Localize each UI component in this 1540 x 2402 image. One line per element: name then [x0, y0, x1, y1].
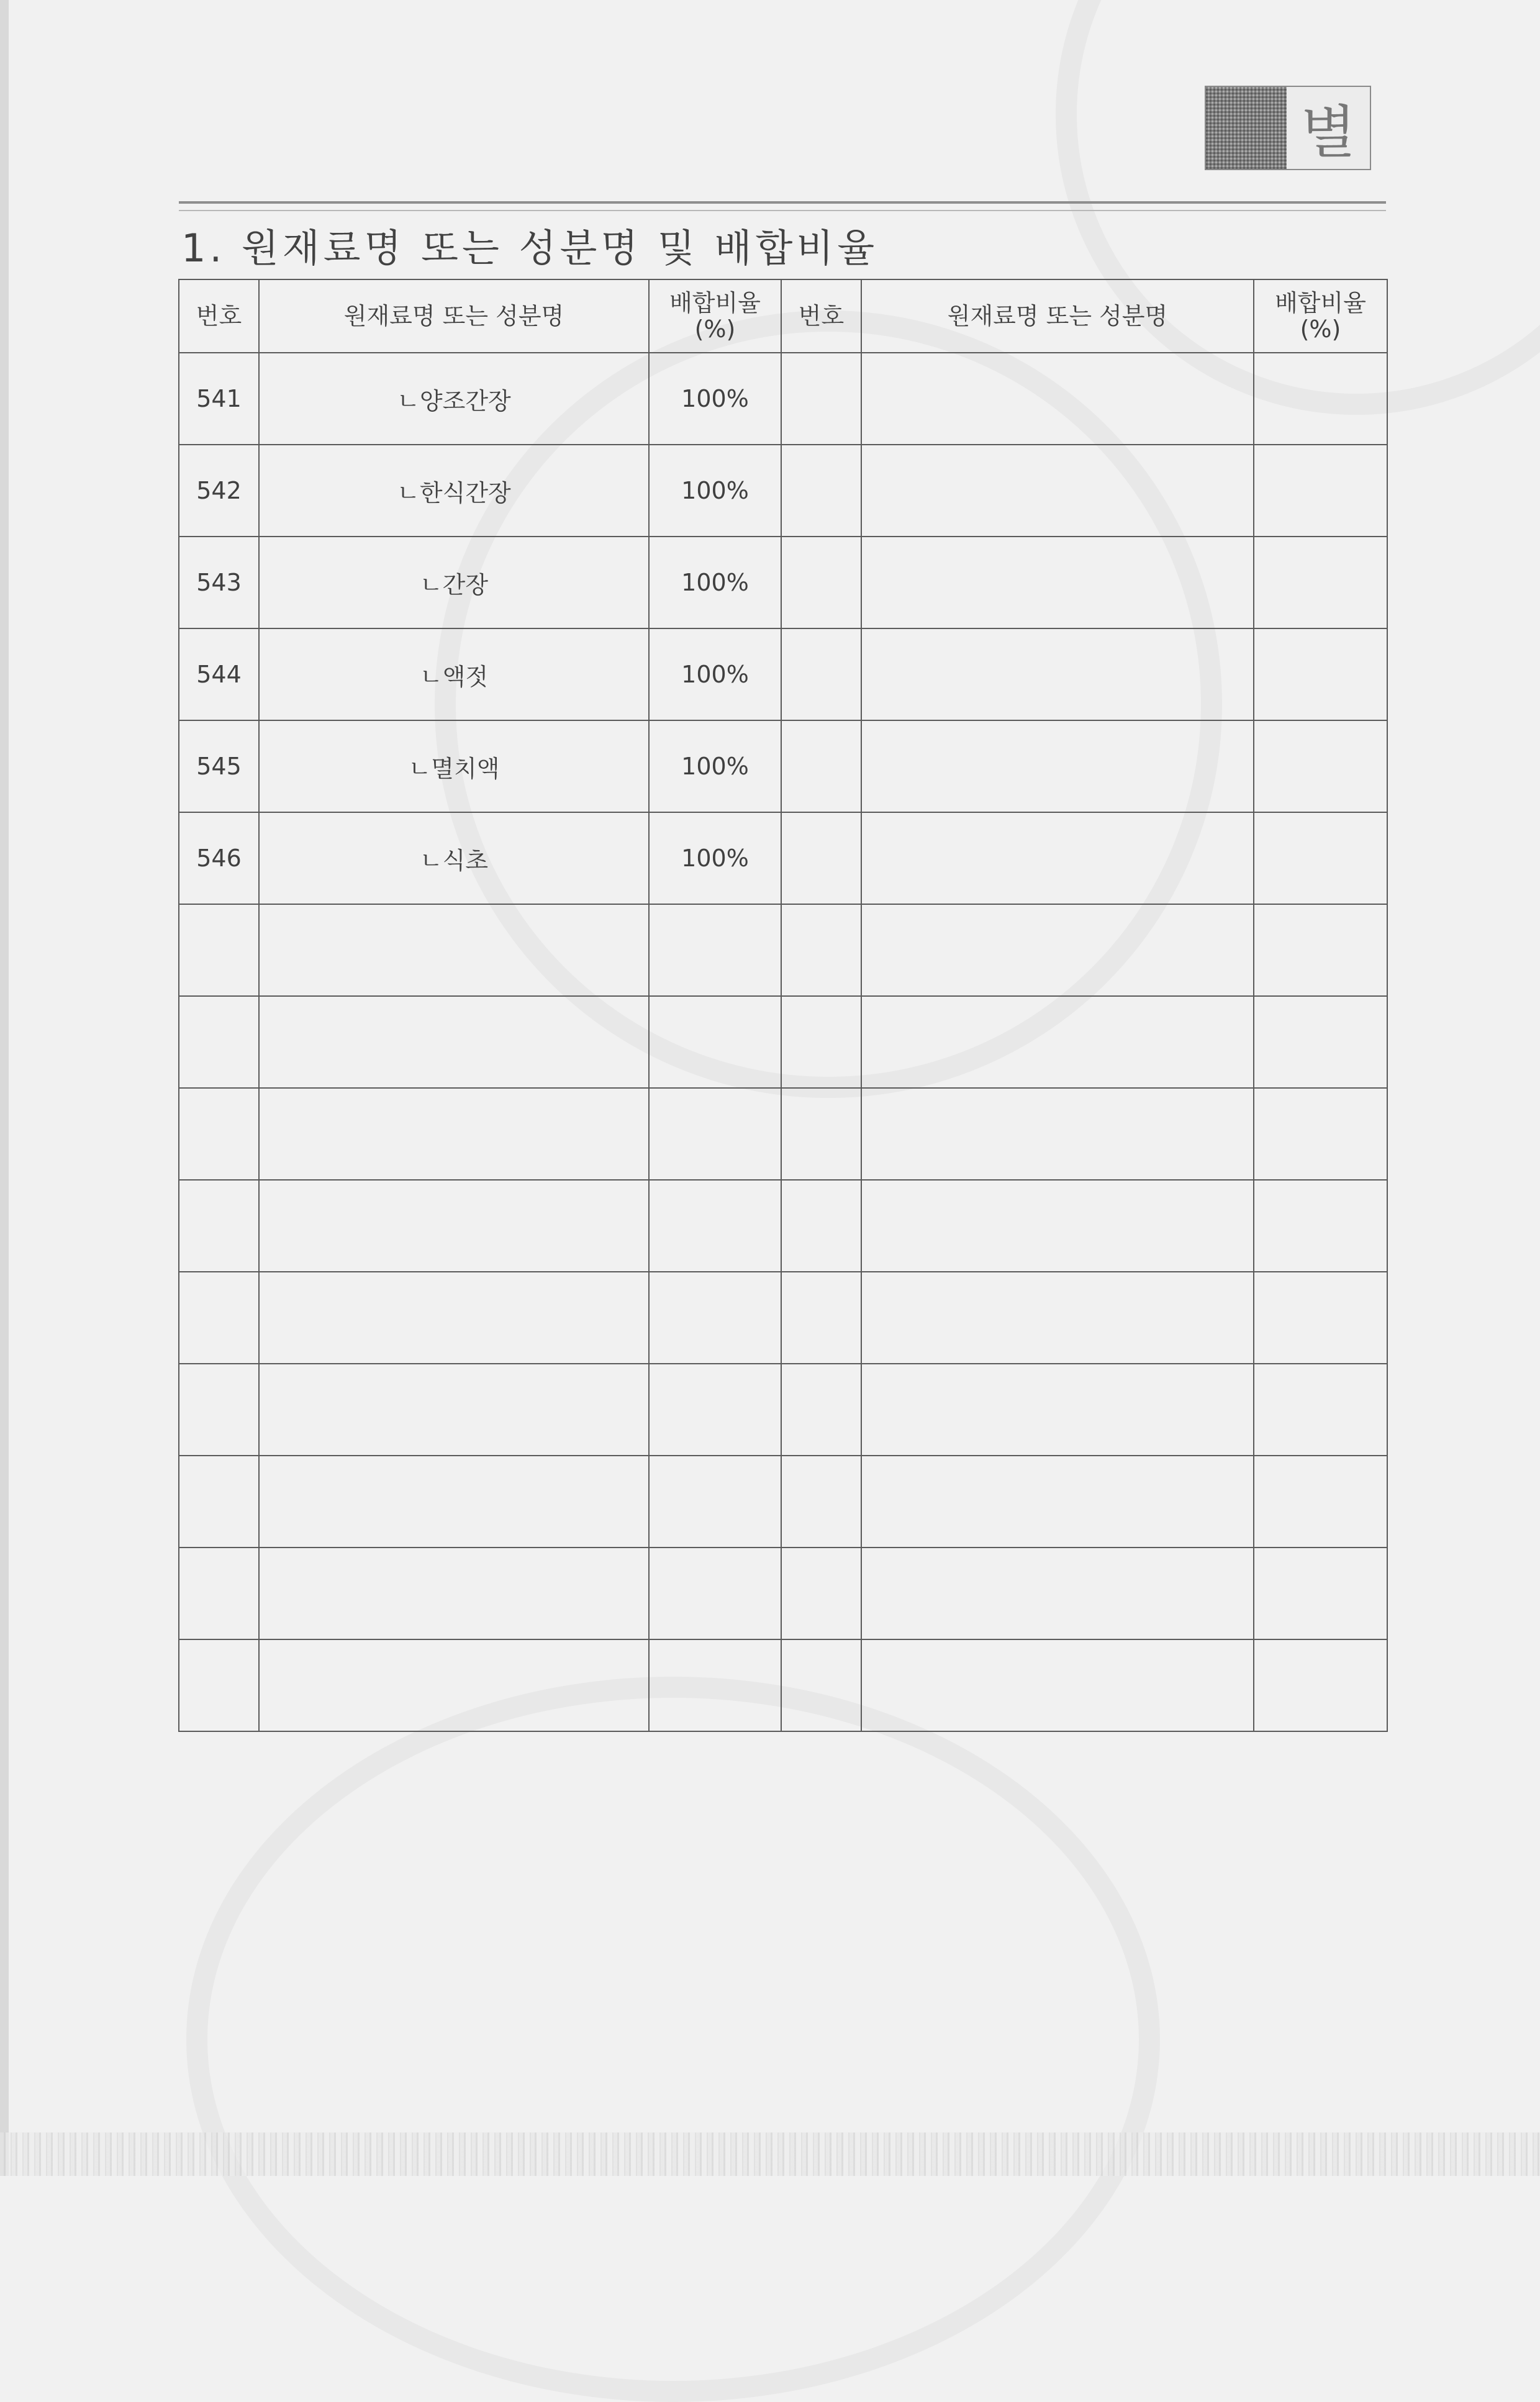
- cell-name-right: [861, 1088, 1254, 1180]
- cell-ratio: 100%: [649, 628, 781, 720]
- cell-no-right: [781, 1364, 861, 1456]
- table-row: [179, 353, 1387, 445]
- cell-no: 543: [179, 537, 259, 628]
- cell-name-right: [861, 904, 1254, 996]
- cell-no: 544: [179, 628, 259, 720]
- cell-name-right: [861, 812, 1254, 904]
- table-row: [179, 996, 1387, 1088]
- table-row: [179, 1639, 1387, 1731]
- table-row: [179, 1456, 1387, 1548]
- table-row: [179, 1364, 1387, 1456]
- cell-no-right: [781, 1548, 861, 1639]
- cell-name: [259, 904, 649, 996]
- cell-ratio: 100%: [649, 353, 781, 445]
- header-rule: [179, 201, 1386, 211]
- cell-no: [179, 1456, 259, 1548]
- cell-ratio: [649, 1272, 781, 1364]
- cell-no-right: [781, 628, 861, 720]
- cell-name: [259, 1364, 649, 1456]
- cell-no: [179, 1088, 259, 1180]
- cell-no-right: [781, 537, 861, 628]
- header-ratio-label-left: 배합비율: [669, 289, 761, 317]
- cell-ratio-right: [1254, 720, 1387, 812]
- cell-no-right: [781, 996, 861, 1088]
- cell-no: 545: [179, 720, 259, 812]
- cell-no: 542: [179, 445, 259, 537]
- cell-name: ㄴ한식간장: [259, 445, 649, 537]
- cell-no: [179, 1548, 259, 1639]
- cell-name-right: [861, 353, 1254, 445]
- table-row: [179, 1548, 1387, 1639]
- cell-name: [259, 1639, 649, 1731]
- cell-name: [259, 1548, 649, 1639]
- cell-ratio-right: [1254, 1548, 1387, 1639]
- cell-name-right: [861, 1364, 1254, 1456]
- cell-ratio: 100%: [649, 720, 781, 812]
- cell-name-right: [861, 1456, 1254, 1548]
- header-name-right: 원재료명 또는 성분명: [861, 279, 1254, 353]
- cell-no: [179, 1639, 259, 1731]
- cell-ratio-right: [1254, 1364, 1387, 1456]
- cell-no: [179, 1364, 259, 1456]
- cell-name: ㄴ양조간장: [259, 353, 649, 445]
- cell-no-right: [781, 1180, 861, 1272]
- cell-ratio-right: [1254, 996, 1387, 1088]
- cell-name: [259, 1272, 649, 1364]
- ingredient-table: [178, 279, 1388, 1732]
- cell-ratio-right: [1254, 812, 1387, 904]
- cell-ratio-right: [1254, 537, 1387, 628]
- table-header-row: [179, 279, 1387, 353]
- table-row: [179, 812, 1387, 904]
- cell-no: [179, 1272, 259, 1364]
- cell-no-right: [781, 445, 861, 537]
- header-name-left: 원재료명 또는 성분명: [259, 279, 649, 353]
- cell-name-right: [861, 1639, 1254, 1731]
- header-no-left: 번호: [179, 279, 259, 353]
- cell-name-right: [861, 537, 1254, 628]
- cell-ratio-right: [1254, 1639, 1387, 1731]
- cell-no-right: [781, 720, 861, 812]
- cell-name-right: [861, 1548, 1254, 1639]
- scan-bottom-noise: [0, 2132, 1540, 2176]
- cell-ratio: [649, 1548, 781, 1639]
- cell-ratio: [649, 1364, 781, 1456]
- cell-name-right: [861, 996, 1254, 1088]
- scan-edge-shadow: [0, 0, 9, 2176]
- table-row: [179, 1088, 1387, 1180]
- cell-name: [259, 1180, 649, 1272]
- cell-ratio-right: [1254, 628, 1387, 720]
- cell-name-right: [861, 1272, 1254, 1364]
- table-row: [179, 628, 1387, 720]
- cell-name-right: [861, 445, 1254, 537]
- cell-ratio-right: [1254, 1456, 1387, 1548]
- cell-name: [259, 996, 649, 1088]
- badge-label: 별: [1300, 99, 1356, 166]
- table-row: [179, 904, 1387, 996]
- table-row: [179, 445, 1387, 537]
- cell-ratio: [649, 1088, 781, 1180]
- cell-no: [179, 904, 259, 996]
- cell-ratio: 100%: [649, 812, 781, 904]
- cell-name-right: [861, 720, 1254, 812]
- cell-no: 541: [179, 353, 259, 445]
- badge-pattern: [1206, 87, 1287, 169]
- cell-no: 546: [179, 812, 259, 904]
- cell-no-right: [781, 812, 861, 904]
- cell-no-right: [781, 1272, 861, 1364]
- cell-name-right: [861, 628, 1254, 720]
- cell-name: [259, 1456, 649, 1548]
- cell-ratio: 100%: [649, 537, 781, 628]
- cell-name: ㄴ간장: [259, 537, 649, 628]
- cell-name: ㄴ식초: [259, 812, 649, 904]
- table-row: [179, 537, 1387, 628]
- header-ratio-left: [649, 279, 781, 353]
- cell-ratio: [649, 904, 781, 996]
- cell-ratio-right: [1254, 445, 1387, 537]
- cell-name: [259, 1088, 649, 1180]
- cell-ratio: [649, 1456, 781, 1548]
- cell-ratio-right: [1254, 353, 1387, 445]
- cell-name-right: [861, 1180, 1254, 1272]
- table-row: [179, 720, 1387, 812]
- header-ratio-unit-left: (%): [694, 315, 736, 343]
- cell-no-right: [781, 1088, 861, 1180]
- table-row: [179, 1180, 1387, 1272]
- cell-no-right: [781, 1456, 861, 1548]
- cell-ratio-right: [1254, 1272, 1387, 1364]
- header-ratio-label-right: 배합비율: [1275, 289, 1366, 317]
- section-title: 1. 원재료명 또는 성분명 및 배합비율: [181, 225, 879, 271]
- cell-ratio: [649, 1180, 781, 1272]
- header-no-right: 번호: [781, 279, 861, 353]
- cell-no-right: [781, 353, 861, 445]
- cell-no-right: [781, 904, 861, 996]
- cell-no: [179, 996, 259, 1088]
- cell-ratio: [649, 1639, 781, 1731]
- cell-ratio-right: [1254, 904, 1387, 996]
- cell-name: ㄴ액젓: [259, 628, 649, 720]
- cell-name: ㄴ멸치액: [259, 720, 649, 812]
- cell-ratio-right: [1254, 1180, 1387, 1272]
- table-row: [179, 1272, 1387, 1364]
- header-ratio-unit-right: (%): [1300, 315, 1341, 343]
- page-badge: [1205, 86, 1371, 170]
- cell-no: [179, 1180, 259, 1272]
- cell-ratio-right: [1254, 1088, 1387, 1180]
- table-body: [179, 353, 1387, 1731]
- cell-no-right: [781, 1639, 861, 1731]
- cell-ratio: 100%: [649, 445, 781, 537]
- cell-ratio: [649, 996, 781, 1088]
- watermark-ring-bottom: [186, 1677, 1160, 2402]
- header-ratio-right: [1254, 279, 1387, 353]
